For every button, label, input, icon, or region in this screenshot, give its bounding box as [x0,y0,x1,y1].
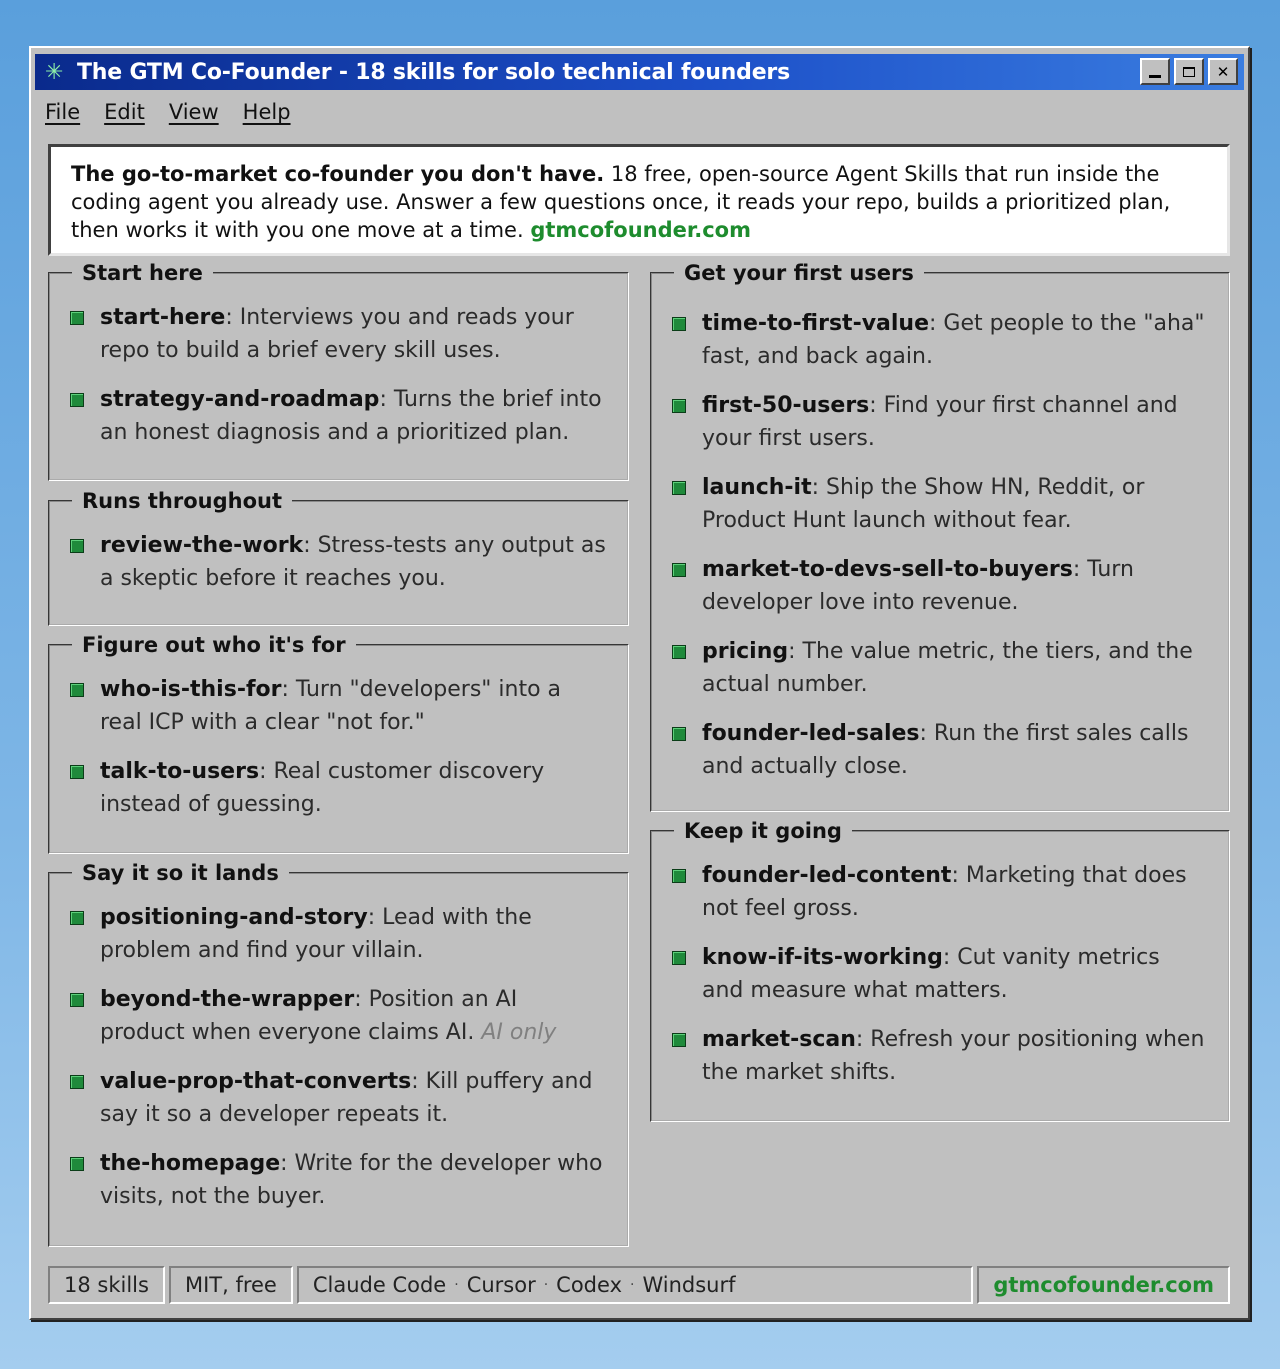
agent-name: Windsurf [642,1273,736,1297]
skill-description: : Position an AI product when everyone claims AI. [100,987,518,1045]
menu-bar [45,96,291,128]
status-bar [48,1266,1230,1304]
skill-description: : Turn "developers" into a real ICP with a clear "not for." [100,677,562,735]
separator: · [543,1277,549,1293]
skill-name: first-50-users [702,393,870,418]
bullet-icon [70,683,84,697]
skill-name: the-homepage [100,1151,281,1176]
bullet-icon [672,399,686,413]
skill-item[interactable] [70,983,607,1049]
skill-text [702,1023,1208,1089]
skill-text [100,901,607,967]
intro-panel [48,144,1230,256]
separator: · [454,1277,459,1293]
skill-name: founder-led-sales [702,721,920,746]
bullet-icon [672,727,686,741]
group-say-it-so-it-lands [48,861,629,1247]
bullet-icon [70,1157,84,1171]
skill-text [100,1147,607,1213]
skill-description: : Get people to the "aha" fast, and back again. [702,311,1205,369]
group-title: Runs throughout [82,489,283,513]
skill-description: : Write for the developer who visits, not the buyer. [100,1151,603,1209]
skill-item[interactable] [672,859,1208,925]
bullet-icon [672,563,686,577]
bullet-icon [70,1075,84,1089]
bullet-icon [672,869,686,883]
bullet-icon [70,393,84,407]
status-skill-count: 18 skills [48,1266,165,1304]
skill-item[interactable] [672,717,1208,783]
skill-item[interactable] [70,383,607,449]
skill-description: : Ship the Show HN, Reddit, or Product Hunt launch without fear. [702,475,1145,533]
skill-text [100,755,607,821]
skill-name: know-if-its-working [702,945,943,970]
group-title: Figure out who it's for [82,633,346,657]
intro-link[interactable]: gtmcofounder.com [530,218,751,242]
bullet-icon [70,539,84,553]
skill-name: launch-it [702,475,812,500]
skill-text [100,383,607,449]
status-site-link[interactable]: gtmcofounder.com [977,1266,1230,1304]
skill-name: start-here [100,305,226,330]
intro-lead: The go-to-market co-founder you don't have. [71,162,605,186]
skill-name: market-scan [702,1027,856,1052]
group-start-here [48,261,629,481]
skill-item[interactable] [672,635,1208,701]
skill-text [702,389,1208,455]
close-button[interactable] [1208,58,1238,85]
skill-item[interactable] [70,1065,607,1131]
group-keep-it-going [650,819,1230,1122]
skill-description: : Turns the brief into an honest diagnosis and a prioritized plan. [100,387,602,445]
skill-text [100,983,607,1049]
bullet-icon [672,481,686,495]
skill-text [702,307,1208,373]
skill-item[interactable] [70,901,607,967]
skill-note: AI only [481,1020,557,1045]
skill-text [100,1065,607,1131]
group-title: Keep it going [684,819,842,843]
skill-text [702,635,1208,701]
minimize-icon [1149,75,1161,78]
skill-description: : Find your first channel and your first users. [702,393,1178,451]
skill-name: market-to-devs-sell-to-buyers [702,557,1073,582]
skill-description: : Stress-tests any output as a skeptic before it reaches you. [100,533,606,591]
skill-name: value-prop-that-converts [100,1069,412,1094]
skill-item[interactable] [672,307,1208,373]
skill-item[interactable] [70,755,607,821]
skill-item[interactable] [70,529,607,595]
skill-text [702,471,1208,537]
skill-text [100,673,607,739]
maximize-button[interactable] [1174,58,1204,85]
group-title: Start here [82,261,203,285]
skill-item[interactable] [70,301,607,367]
skill-item[interactable] [672,941,1208,1007]
bullet-icon [672,1033,686,1047]
asterisk-icon: ✳ [45,59,64,85]
skill-name: review-the-work [100,533,304,558]
bullet-icon [70,311,84,325]
skill-name: pricing [702,639,789,664]
skill-description: : Kill puffery and say it so a developer repeats it. [100,1069,593,1127]
skill-item[interactable] [672,553,1208,619]
skill-description: : Lead with the problem and find your villain. [100,905,532,963]
separator: · [630,1277,635,1293]
status-agents [297,1266,973,1304]
skill-description: : The value metric, the tiers, and the actual number. [702,639,1193,697]
close-icon: ✕ [1216,62,1230,81]
skill-description: : Interviews you and reads your repo to build a brief every skill uses. [100,305,574,363]
skill-description: : Refresh your positioning when the market shifts. [702,1027,1205,1085]
skill-text [702,859,1208,925]
skill-description: : Run the first sales calls and actually close. [702,721,1189,779]
bullet-icon [672,645,686,659]
bullet-icon [70,765,84,779]
skill-name: who-is-this-for [100,677,282,702]
skill-item[interactable] [70,673,607,739]
skill-name: founder-led-content [702,863,952,888]
skill-item[interactable] [672,1023,1208,1089]
bullet-icon [70,911,84,925]
agent-name: Codex [556,1273,622,1297]
skill-text [702,717,1208,783]
maximize-icon [1183,67,1195,77]
group-figure-out-who [48,633,629,854]
bullet-icon [672,317,686,331]
group-get-first-users [650,261,1230,812]
skill-description: : Cut vanity metrics and measure what matters. [702,945,1160,1003]
skill-description: : Turn developer love into revenue. [702,557,1134,615]
agent-name: Claude Code [312,1273,447,1297]
skill-item[interactable] [70,1147,607,1213]
skill-text [100,529,607,595]
bullet-icon [672,951,686,965]
title-bar[interactable] [35,54,1244,90]
intro-body: 18 free, open-source Agent Skills that run inside the coding agent you already use. Answer a few questions once, it reads your repo, builds a prioritized plan, then works it with you one move at a time. [71,162,1171,242]
status-license: MIT, free [169,1266,293,1304]
agent-name: Cursor [466,1273,536,1297]
menu-view[interactable]: View [168,100,219,124]
group-title: Get your first users [684,261,914,285]
window-controls [1140,58,1238,85]
skill-description: : Marketing that does not feel gross. [702,863,1187,921]
menu-edit[interactable]: Edit [104,100,145,124]
skill-name: strategy-and-roadmap [100,387,380,412]
bullet-icon [70,993,84,1007]
skill-item[interactable] [672,471,1208,537]
app-window [29,46,1250,1320]
skill-name: beyond-the-wrapper [100,987,355,1012]
menu-file[interactable]: File [45,100,81,124]
skill-name: time-to-first-value [702,311,930,336]
skill-item[interactable] [672,389,1208,455]
group-title: Say it so it lands [82,861,279,885]
skill-name: positioning-and-story [100,905,368,930]
skill-text [702,553,1208,619]
skill-description: : Real customer discovery instead of guessing. [100,759,545,817]
group-runs-throughout [48,489,629,626]
minimize-button[interactable] [1140,58,1170,85]
skill-text [702,941,1208,1007]
skill-text [100,301,607,367]
menu-help[interactable]: Help [242,100,291,124]
window-title: The GTM Co-Founder - 18 skills for solo technical founders [77,59,790,85]
skill-name: talk-to-users [100,759,260,784]
